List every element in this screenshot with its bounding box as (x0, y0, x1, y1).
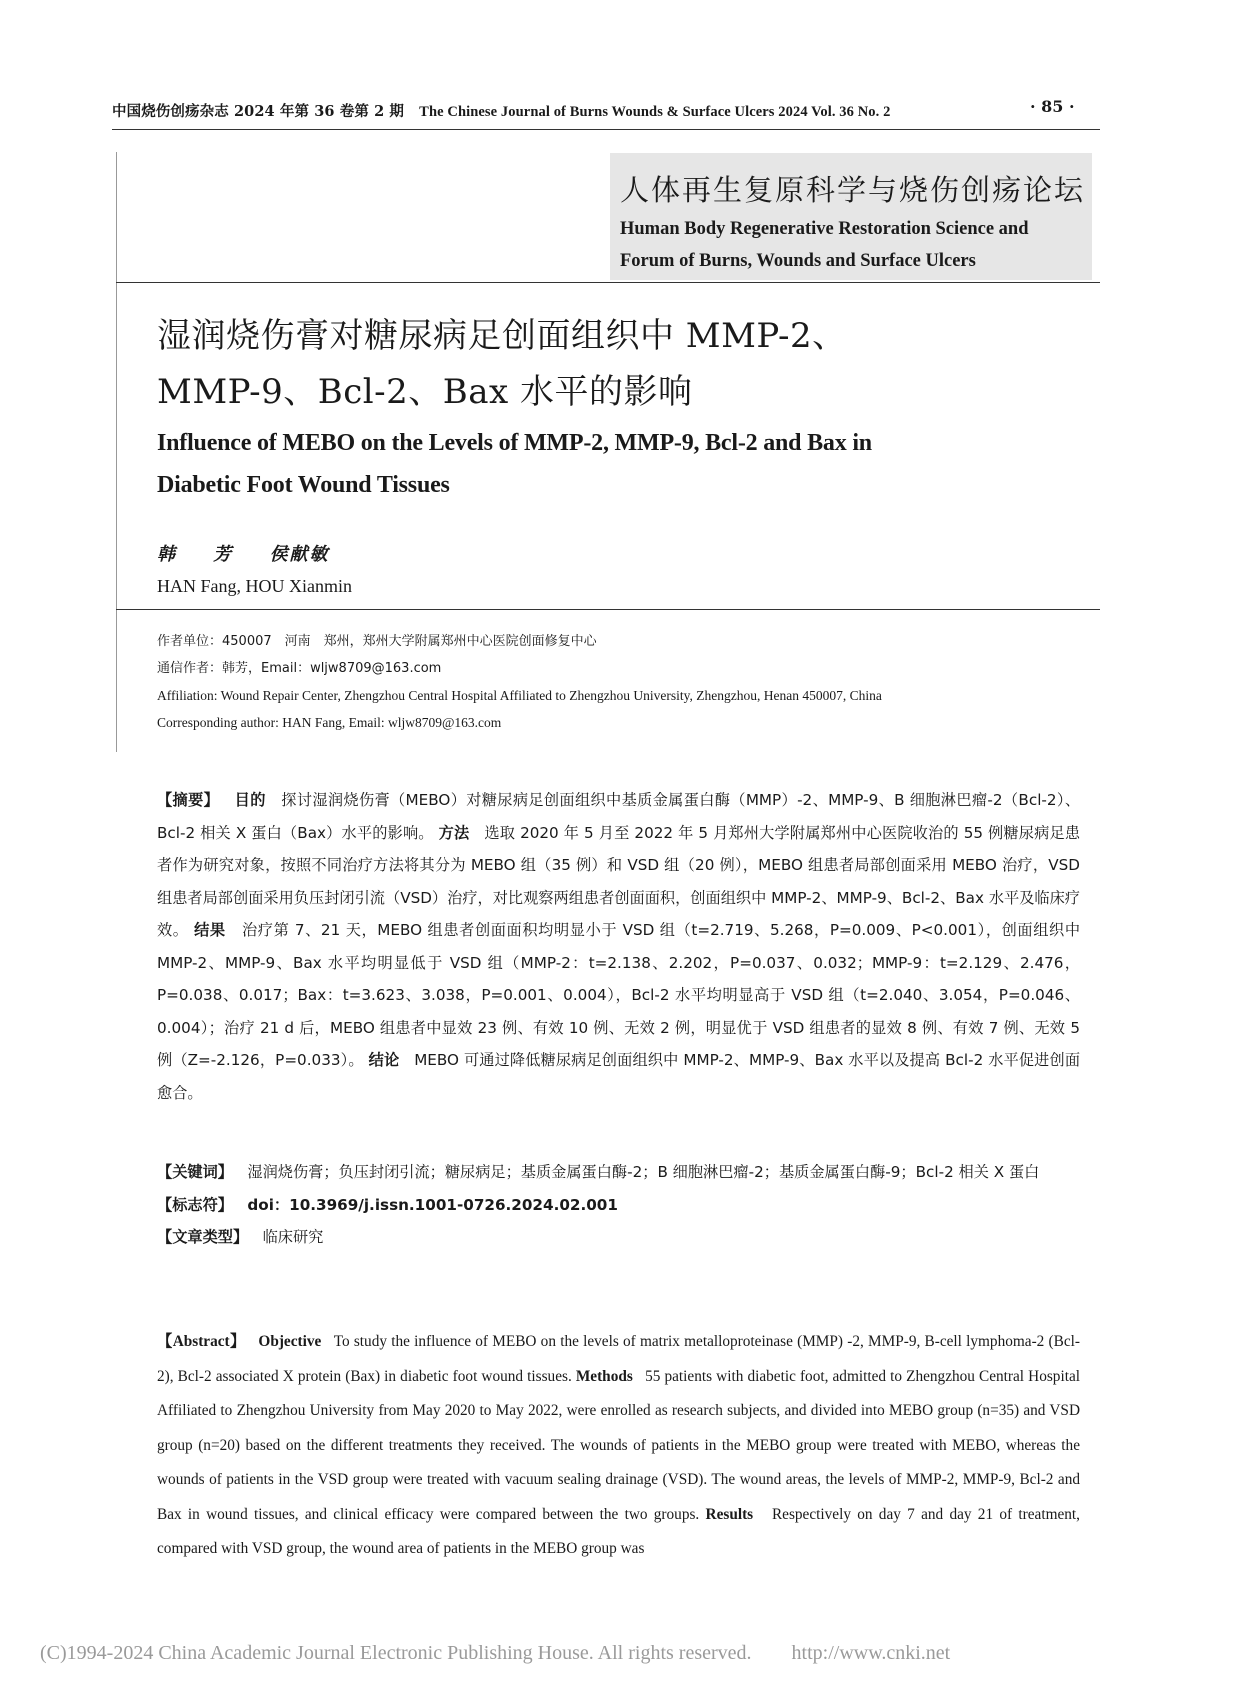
affiliation-block (157, 628, 1097, 736)
header-rule (112, 129, 1100, 130)
forum-title-en (620, 213, 1090, 277)
conclusion-zh-label: 结论 (368, 1051, 400, 1069)
title-zh-line1: 湿润烧伤膏对糖尿病足创面组织中 MMP-2、 (157, 316, 847, 356)
methods-en-text: 55 patients with diabetic foot, admitted to Zhengzhou Central Hospital Affiliated to Zhengzhou University from May 2020 to May 2022, were enrolled as research subjects, and divided into MEBO group (n=35) and VSD group (n=20) based on the different treatments they received. The wounds of patients in the MEBO group were treated with MEBO, whereas the wounds of patients in the VSD group were treated with vacuum sealing drainage (VSD). The wound areas, the levels of MMP-2, MMP-9, Bcl-2 and Bax in wound tissues, and clinical efficacy were compared between the two groups. (157, 1367, 1080, 1523)
doi-row (157, 1189, 1080, 1222)
affiliation-zh: 作者单位：450007 河南 郑州，郑州大学附属郑州中心医院创面修复中心 (157, 634, 597, 649)
article-type-text: 临床研究 (262, 1228, 324, 1246)
journal-name-en: The Chinese Journal of Burns Wounds & Surface Ulcers 2024 Vol. 36 No. 2 (419, 104, 891, 120)
running-head (112, 100, 1000, 121)
affiliation-en: Affiliation: Wound Repair Center, Zhengzhou Central Hospital Affiliated to Zhengzhou University, Zhengzhou, Henan 450007, China (157, 688, 882, 703)
results-zh-text: 治疗第 7、21 天，MEBO 组患者创面面积均明显小于 VSD 组（t=2.719、5.268，P=0.009、P<0.001），创面组织中MMP-2、MMP-9、Bax 水平均明显低于 VSD 组（MMP-2：t=2.138、2.202，P=0.037、0.032；MMP-9：t=2.129、2.476，P=0.038、0.017；Bax：t=3.623、3.038，P=0.001、0.004），Bcl-2 水平均明显高于 VSD 组（t=2.040、3.054，P=0.046、0.004）；治疗 21 d 后，MEBO 组患者中显效 23 例、有效 10 例、无效 2 例，明显优于 VSD 组患者的显效 8 例、有效 7 例、无效 5 例（Z=-2.126，P=0.033）。 (157, 921, 1081, 1069)
article-type-row (157, 1221, 1080, 1254)
keywords-block (157, 1156, 1080, 1254)
forum-title-en-line2: Forum of Burns, Wounds and Surface Ulcers (620, 251, 976, 271)
methods-zh-text: 选取 2020 年 5 月至 2022 年 5 月郑州大学附属郑州中心医院收治的 55 例糖尿病足患者作为研究对象，按照不同治疗方法将其分为 MEBO 组（35 例）和 VSD 组（20 例），MEBO 组患者局部创面采用 MEBO 治疗，VSD 组患者局部创面采用负压封闭引流（VSD）治疗，对比观察两组患者创面面积，创面组织中 MMP-2、MMP-9、Bcl-2、Bax 水平及临床疗效。 (157, 823, 1081, 939)
results-en-text: Respectively on day 7 and day 21 of treatment, compared with VSD group, the wound area of patients in the MEBO group was (157, 1505, 1080, 1557)
copyright-footer: (C)1994-2024 China Academic Journal Electronic Publishing House. All rights reserved. http://www.cnki.net (40, 1642, 951, 1664)
corresponding-zh: 通信作者：韩芳，Email：wljw8709@163.com (157, 661, 442, 676)
author-rule (116, 609, 1100, 610)
title-en-line1: Influence of MEBO on the Levels of MMP-2, MMP-9, Bcl-2 and Bax in (157, 430, 872, 456)
doi-label: 【标志符】 (157, 1195, 233, 1214)
page-number: · 85 · (1030, 97, 1075, 116)
forum-title-en-line1: Human Body Regenerative Restoration Science and (620, 219, 1029, 239)
article-title-en (157, 422, 1097, 506)
keywords-row (157, 1156, 1080, 1189)
keywords-text: 湿润烧伤膏；负压封闭引流；糖尿病足；基质金属蛋白酶-2；B 细胞淋巴瘤-2；基质金属蛋白酶-9；Bcl-2 相关 X 蛋白 (247, 1163, 1040, 1181)
objective-zh-text: 探讨湿润烧伤膏（MEBO）对糖尿病足创面组织中基质金属蛋白酶（MMP）-2、MMP-9、B 细胞淋巴瘤-2（Bcl-2）、Bcl-2 相关 X 蛋白（Bax）水平的影响。 (157, 791, 1081, 842)
journal-name-zh: 中国烧伤创疡杂志 2024 年第 36 卷第 2 期 (112, 103, 405, 120)
article-type-label: 【文章类型】 (157, 1228, 249, 1246)
forum-title-zh: 人体再生复原科学与烧伤创疡论坛 (620, 173, 1086, 207)
abstract-en (157, 1325, 1080, 1567)
article-title-zh (157, 308, 1097, 420)
left-margin-rule (116, 152, 117, 752)
corresponding-en: Corresponding author: HAN Fang, Email: wljw8709@163.com (157, 715, 502, 730)
conclusion-zh-text: MEBO 可通过降低糖尿病足创面组织中 MMP-2、MMP-9、Bax 水平以及提高 Bcl-2 水平促进创面愈合。 (157, 1051, 1081, 1102)
abstract-zh-label: 【摘要】 (157, 791, 220, 809)
objective-en-text: To study the influence of MEBO on the levels of matrix metalloproteinase (MMP) -2, MMP-9, B-cell lymphoma-2 (Bcl-2), Bcl-2 associated X protein (Bax) in diabetic foot wound tissues. (157, 1333, 1080, 1385)
authors-en: HAN Fang, HOU Xianmin (157, 576, 352, 596)
title-en-line2: Diabetic Foot Wound Tissues (157, 472, 450, 498)
title-zh-line2: MMP-9、Bcl-2、Bax 水平的影响 (157, 372, 693, 412)
keywords-label: 【关键词】 (157, 1163, 233, 1181)
methods-zh-label: 方法 (438, 823, 470, 842)
objective-zh-label: 目的 (234, 791, 266, 809)
methods-en-label: Methods (575, 1367, 633, 1385)
abstract-zh (157, 784, 1080, 1109)
results-zh-label: 结果 (194, 921, 226, 939)
abstract-en-label: 【Abstract】 (157, 1333, 246, 1350)
objective-en-label: Objective (258, 1333, 322, 1350)
results-en-label: Results (705, 1505, 754, 1523)
forum-rule (116, 282, 1100, 283)
authors-zh: 韩 芳 侯献敏 (157, 544, 330, 565)
doi-text: doi：10.3969/j.issn.1001-0726.2024.02.001 (247, 1195, 618, 1214)
